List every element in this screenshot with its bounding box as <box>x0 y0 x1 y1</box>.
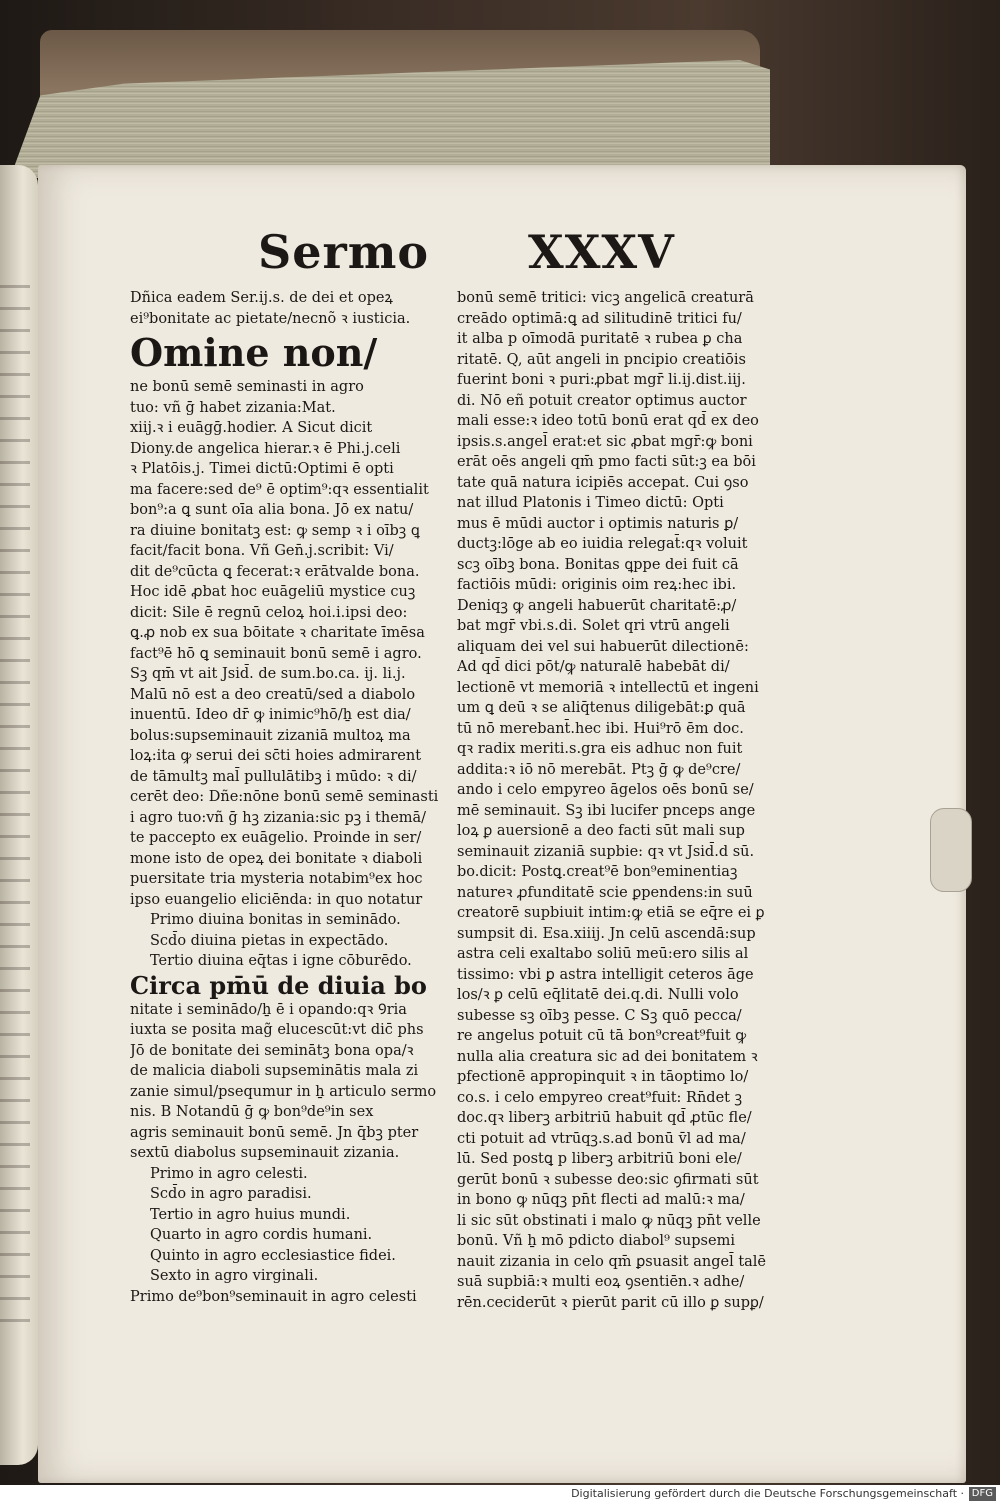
text-line: bon⁹:a ꝗ sunt oīa alia bona. Jō ex natu/ <box>130 502 414 518</box>
text-line: in bono ꝙ nūqꝫ pn̄t flecti ad malū:ꝛ ma/ <box>457 1192 745 1208</box>
text-line: Quinto in agro ecclesiastice fidei. <box>150 1247 396 1264</box>
text-line: subesse sꝫ oībꝫ pesse. C Sꝫ quō pecca/ <box>457 1007 742 1024</box>
text-line: astra celi exaltabo soliū meū:ero silis al <box>457 946 749 962</box>
text-line: Omine non/ <box>130 330 378 375</box>
left-page-text-shadow <box>0 285 30 1335</box>
text-line: Malū nō est a deo creatū/sed a diabolo <box>130 686 416 703</box>
text-line: ne bonū semē seminasti in agro <box>130 379 364 395</box>
text-line: seminauit zizaniā supbie: qꝛ vt Jsid̄.d sū. <box>457 843 755 860</box>
footer-bar <box>0 1485 1000 1503</box>
text-line: tuo: vñ ḡ habet zizania:Mat. <box>130 399 336 416</box>
text-line: Deniqꝫ ꝙ angeli habuerūt charitatē:ꝓ/ <box>457 597 737 614</box>
text-line: qꝛ radix meriti.s.gra eis adhuc non fuit <box>457 741 743 757</box>
text-line: re angelus potuit cū tā bon⁹creat⁹fuit ꝙ <box>457 1028 747 1044</box>
text-line: creādo optimā:ꝗ ad silitudinē tritici fu/ <box>457 310 742 327</box>
text-line: de tāmultꝫ mal̄ pullulātibꝫ i mūdo: ꝛ di/ <box>130 768 417 785</box>
text-line: Primo in agro celesti. <box>150 1165 308 1182</box>
text-line: zanie simul/psequmur in ẖ articulo sermo <box>130 1083 437 1100</box>
left-page-fragment <box>0 165 38 1465</box>
text-line: dit de⁹cūcta ꝗ fecerat:ꝛ erātvalde bona. <box>130 563 420 580</box>
text-line: addita:ꝛ iō nō merebāt. Ptꝫ ḡ ꝙ de⁹cre/ <box>457 761 741 778</box>
text-line: bolus:supseminauit zizaniā multoꝝ ma <box>130 727 411 744</box>
text-line: Diony.de angelica hierar.ꝛ ē Phi.j.celi <box>130 440 401 457</box>
text-line: di. Nō eñ potuit creator optimus auctor <box>457 392 747 409</box>
text-line: Jō de bonitate dei seminātꝫ bona opa/ꝛ <box>130 1042 414 1059</box>
text-line: nitate i seminādo/ẖ ē i opando:qꝛ Ꝯria <box>130 1001 407 1018</box>
text-line: ritatē. Q, aūt angeli in pncipio creatiōis <box>457 351 746 368</box>
text-line: los/ꝛ ꝑ celū eq̄litatē dei.q.di. Nulli volo <box>457 987 739 1003</box>
text-line: li sic sūt obstinati i malo ꝙ nūqꝫ pn̄t velle <box>457 1212 761 1229</box>
text-line: Ad qd̄ dici pōt/ꝙ naturalē habebāt di/ <box>457 659 730 675</box>
text-line: tissimo: vbi ꝑ astra intelligit ceteros āge <box>457 966 754 983</box>
footer-credit: Digitalisierung gefördert durch die Deutsche Forschungsgemeinschaft · <box>571 1487 964 1500</box>
text-column-right <box>457 288 797 1313</box>
text-line: cerēt deo: Dñe:nōne bonū semē seminasti <box>130 789 439 805</box>
text-line: nat illud Platonis i Timeo dictū: Opti <box>457 495 724 511</box>
text-line: iuxta se posita mag̃ elucescūt:vt dic̄ phs <box>130 1022 424 1038</box>
text-line: Quarto in agro cordis humani. <box>150 1227 373 1243</box>
text-line: nis. B Notandū ḡ ꝙ bon⁹de⁹in sex <box>130 1104 374 1120</box>
text-line: de malicia diaboli supseminātis mala zi <box>130 1063 419 1079</box>
bookmark-tab <box>930 808 972 892</box>
text-line: lectionē vt memoriā ꝛ intellectū et ingeni <box>457 679 759 696</box>
text-line: Tertio in agro huius mundi. <box>150 1206 351 1223</box>
text-line: sextū diabolus supseminauit zizania. <box>130 1145 400 1161</box>
text-line: tate quā natura icipiēs accepat. Cui ꝯso <box>457 474 749 491</box>
text-line: Primo de⁹bon⁹seminauit in agro celesti <box>130 1288 417 1305</box>
text-line: i agro tuo:vñ ḡ hꝫ zizania:sic pꝫ i themā/ <box>130 809 427 826</box>
text-line: um ꝗ deū ꝛ se aliq̄tenus diligebāt:ꝑ quā <box>457 700 746 716</box>
text-line: fuerint boni ꝛ puri:ꝓbat mgr̄ li.ij.dist.iij. <box>457 372 746 388</box>
text-line: Primo diuina bonitas in seminādo. <box>150 912 401 928</box>
text-line: ipso euangelio eliciēnda: in quo notatur <box>130 891 423 908</box>
text-line: rēn.ceciderūt ꝛ pierūt parit cū illo ꝑ supꝑ/ <box>457 1294 764 1311</box>
text-line: aliquam dei vel sui habuerūt dilectionē: <box>457 638 749 655</box>
text-line: mali esse:ꝛ ideo totū bonū erat qd̄ ex deo <box>457 413 759 429</box>
text-line: mus ē mūdi auctor i optimis naturis ꝑ/ <box>457 515 739 532</box>
running-title-left: Sermo <box>258 225 430 279</box>
text-line: erāt oēs angeli qm̄ pmo facti sūt:ꝫ ea bōi <box>457 454 756 470</box>
text-line: tū nō merebant̄.hec ibi. Hui⁹rō ēm doc. <box>457 720 744 737</box>
text-line: ra diuine bonitatꝫ est: ꝙ semp ꝛ i oībꝫ ꝗ <box>130 522 420 539</box>
text-line: bat mgr̄ vbi.s.di. Solet qri vtrū angeli <box>457 618 730 634</box>
text-line: loꝝ:ita ꝙ serui dei sc̄ti hoies admirarent <box>130 748 422 764</box>
text-line: Sexto in agro virginali. <box>150 1268 319 1284</box>
text-line: Scd̄o diuina pietas in expectādo. <box>150 932 389 949</box>
text-line: sumpsit di. Esa.xiiij. Jn celū ascendā:sup <box>457 925 756 942</box>
text-line: Tertio diuina eq̄tas i igne cōburēdo. <box>150 953 412 969</box>
text-line: mē seminauit. Sꝫ ibi lucifer pnceps ange <box>457 802 756 819</box>
text-line: Dñica eadem Ser.ij.s. de dei et opeꝝ <box>130 290 393 306</box>
text-line: ei⁹bonitate ac pietate/necnõ ꝛ iusticia. <box>130 310 411 327</box>
text-line: bonū. Vñ ẖ mō pdicto diabol⁹ supsemi <box>457 1233 735 1249</box>
text-line: suā supbiā:ꝛ multi eoꝝ ꝯsentiēn.ꝛ adhe/ <box>457 1274 745 1290</box>
text-line: ipsis.s.angel̄ erat:et sic ꝓbat mgr̄:ꝙ boni <box>457 433 753 450</box>
text-line: ꝗ.ꝓ nob ex sua bōitate ꝛ charitate īmēsa <box>130 625 425 641</box>
text-line: pfectionē appropinquit ꝛ in tāoptimo lo/ <box>457 1069 749 1085</box>
text-line: Hoc idē ꝓbat hoc euāgeliū mystice cuꝫ <box>130 584 416 600</box>
text-line: Sꝫ qm̄ vt ait Jsid̄. de sum.bo.ca. ij. li.j. <box>130 666 406 682</box>
text-line: mone isto de opeꝝ dei bonitate ꝛ diaboli <box>130 850 423 867</box>
text-line: ma facere:sed de⁹ ē optim⁹:qꝛ essentialit <box>130 481 429 498</box>
text-line: te paccepto ex euāgelio. Proinde in ser/ <box>130 830 422 846</box>
text-line: Circa pm̄ū de diuia bo <box>130 971 427 1000</box>
text-line: nulla alia creatura sic ad dei bonitatem ꝛ <box>457 1048 758 1065</box>
text-line: puersitate tria mysteria notabim⁹ex hoc <box>130 871 423 887</box>
text-line: facit/facit bona. Vñ Gen̄.j.scribit: Vi/ <box>130 543 394 559</box>
text-line: agris seminauit bonū semē. Jn q̄bꝫ pter <box>130 1124 419 1141</box>
text-line: lū. Sed postꝗ p liberꝫ arbitriū boni ele/ <box>457 1151 742 1167</box>
text-line: co.s. i celo empyreo creat⁹fuit: Rn̄det ꝫ <box>457 1089 742 1106</box>
text-line: natureꝛ ꝓfunditatē scie ꝑpendens:in suū <box>457 884 753 901</box>
dfg-logo: DFG <box>969 1487 996 1501</box>
text-line: fact⁹ē hō ꝗ seminauit bonū semē i agro. <box>130 645 422 662</box>
text-line: bonū semē tritici: vicꝫ angelicā creaturā <box>457 290 754 306</box>
text-line: Scd̄o in agro paradisi. <box>150 1186 312 1202</box>
text-column-left <box>130 288 470 1307</box>
text-line: dicit: Sile ē regnū celoꝝ hoi.i.ipsi deo: <box>130 604 408 621</box>
text-line: gerūt bonū ꝛ subesse deo:sic ꝯfirmati sūt <box>457 1171 759 1188</box>
text-line: factiōis mūdi: originis oim reꝝ:hec ibi. <box>457 577 737 593</box>
text-line: nauit zizania in celo qm̄ ꝑsuasit angel̄ talē <box>457 1253 767 1270</box>
text-line: doc.qꝛ liberꝫ arbitriū habuit qd̄ ꝓtūc fle/ <box>457 1110 752 1126</box>
text-line: ꝛ Platōis.j. Timei dictū:Optimi ē opti <box>130 461 394 477</box>
text-line: inuentū. Ideo dr̄ ꝙ inimic⁹hō/ẖ est dia/ <box>130 707 411 723</box>
running-title-right: XXXV <box>528 225 675 279</box>
text-line: bo.dicit: Postꝗ.creat⁹ē bon⁹eminentiaꝫ <box>457 864 738 880</box>
text-line: ductꝫ:lōge ab eo iuidia relegat̄:qꝛ voluit <box>457 536 748 552</box>
text-line: xiij.ꝛ i euāgḡ.hodier. A Sicut dicit <box>130 420 373 436</box>
text-line: loꝝ ꝑ auersionē a deo facti sūt mali sup <box>457 823 745 839</box>
text-line: creatorē supbiuit intim:ꝙ etiā se eq̄re ei ꝑ <box>457 905 765 921</box>
text-line: scꝫ oībꝫ bona. Bonitas ꝗppe dei fuit cā <box>457 556 739 573</box>
text-line: ando i celo empyreo āgelos oēs bonū se/ <box>457 782 754 798</box>
text-line: cti potuit ad vtrūqꝫ.s.ad bonū v̄l ad ma/ <box>457 1130 746 1147</box>
text-line: it alba p oīmodā puritatē ꝛ rubea ꝑ cha <box>457 331 743 347</box>
